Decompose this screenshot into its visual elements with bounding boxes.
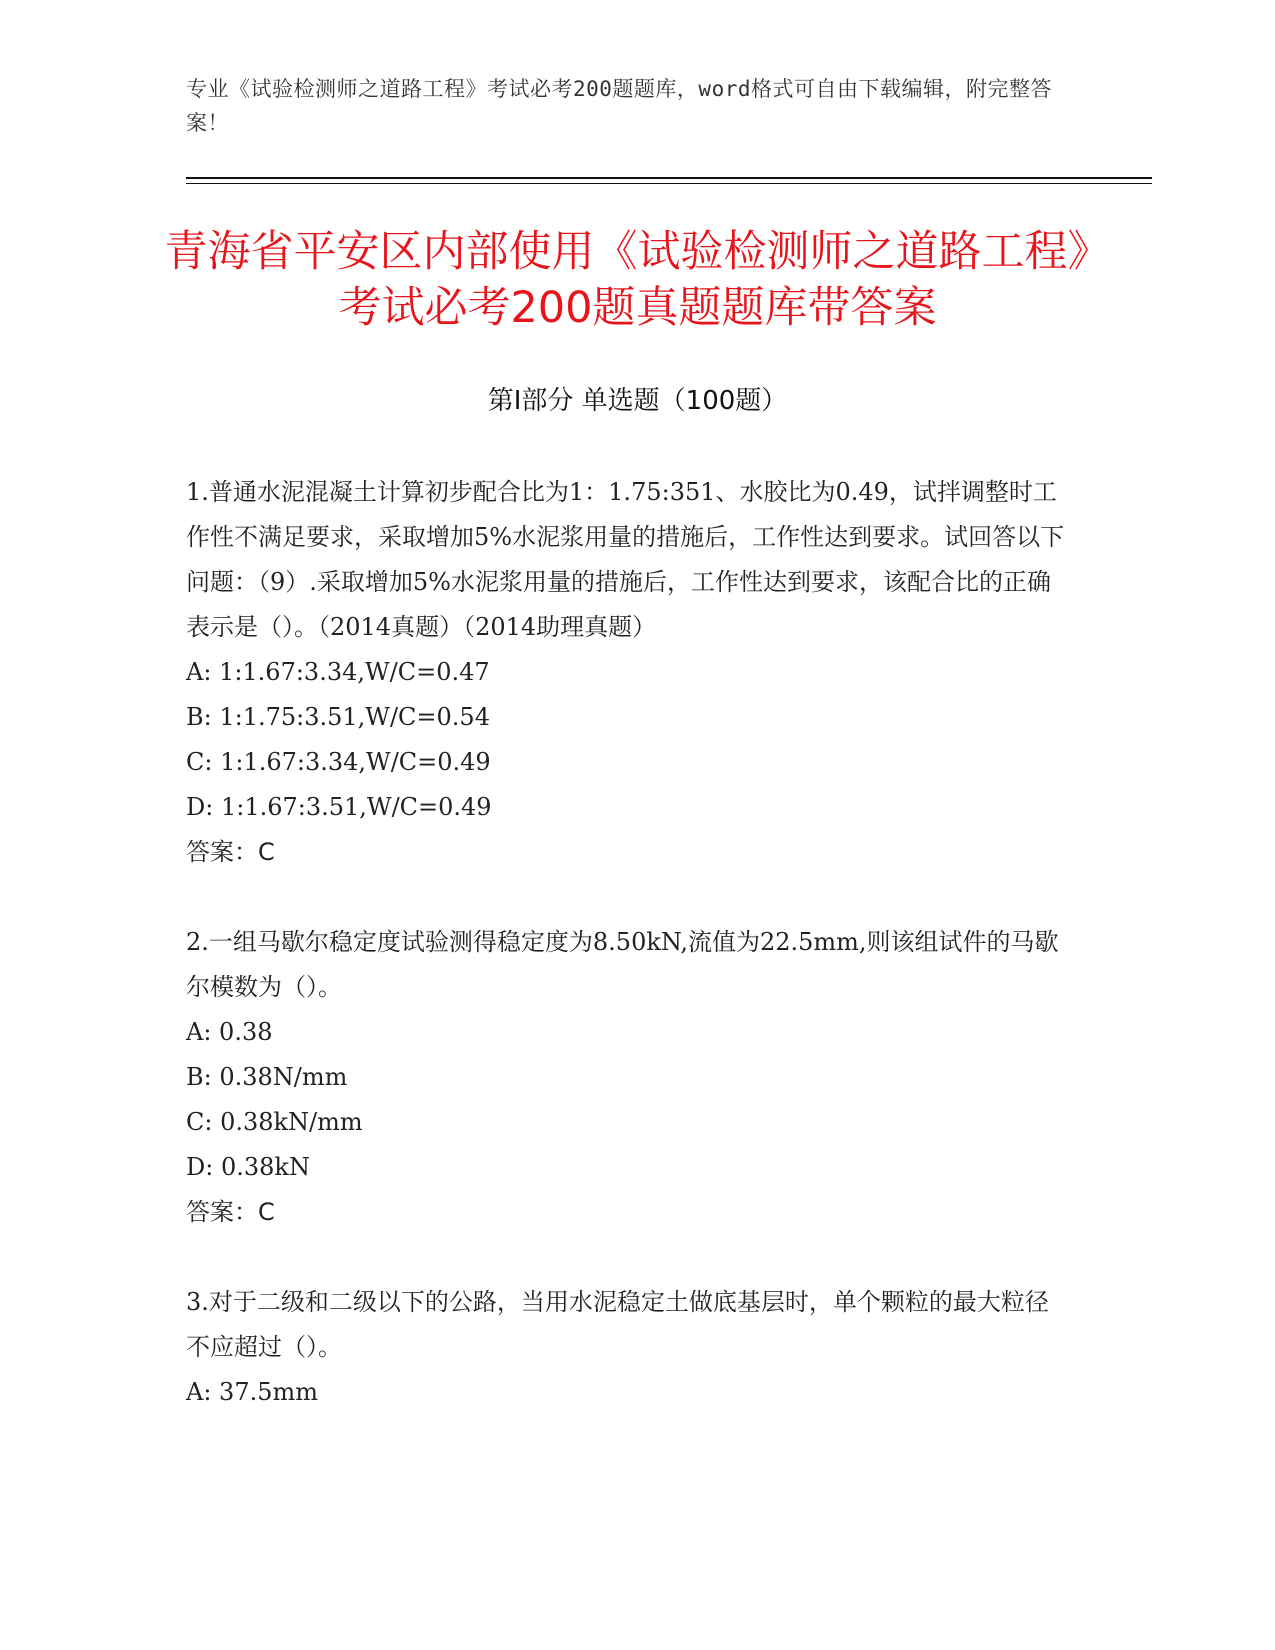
question-3 [186, 1280, 1066, 1415]
header-note: 专业《试验检测师之道路工程》考试必考200题题库，word格式可自由下载编辑，附完整答案！ [186, 77, 1052, 135]
option-b: B: 0.38N/mm [186, 1063, 348, 1091]
answer: 答案：C [186, 838, 275, 866]
option-a: A: 0.38 [186, 1018, 273, 1046]
option-a: A: 37.5mm [186, 1378, 318, 1406]
answer: 答案：C [186, 1198, 275, 1226]
question-1 [186, 470, 1066, 875]
question-text: 1.普通水泥混凝土计算初步配合比为1：1.75:351、水胶比为0.49，试拌调整时工作性不满足要求，采取增加5%水泥浆用量的措施后，工作性达到要求。试回答以下问题：（9）.采取增加5%水泥浆用量的措施后，工作性达到要求，该配合比的正确表示是（）。（2014真题）（2014助理真题） [186, 478, 1065, 641]
section-heading: 第Ⅰ部分 单选题（100题） [487, 386, 788, 416]
question-2 [186, 920, 1066, 1235]
option-c: C: 0.38kN/mm [186, 1108, 363, 1136]
document-title: 青海省平安区内部使用《试验检测师之道路工程》考试必考200题真题题库带答案 [164, 227, 1111, 333]
header-rule-thick [186, 177, 1152, 179]
question-text: 3.对于二级和二级以下的公路，当用水泥稳定土做底基层时，单个颗粒的最大粒径不应超过（）。 [186, 1288, 1049, 1361]
option-d: D: 0.38kN [186, 1153, 310, 1181]
option-d: D: 1:1.67:3.51,W/C=0.49 [186, 793, 492, 821]
option-c: C: 1:1.67:3.34,W/C=0.49 [186, 748, 491, 776]
option-b: B: 1:1.75:3.51,W/C=0.54 [186, 703, 490, 731]
header-rule-thin [186, 183, 1152, 184]
question-list [186, 470, 1066, 1460]
option-a: A: 1:1.67:3.34,W/C=0.47 [186, 658, 490, 686]
question-text: 2.一组马歇尔稳定度试验测得稳定度为8.50kN,流值为22.5mm,则该组试件的马歇尔模数为（）。 [186, 928, 1059, 1001]
